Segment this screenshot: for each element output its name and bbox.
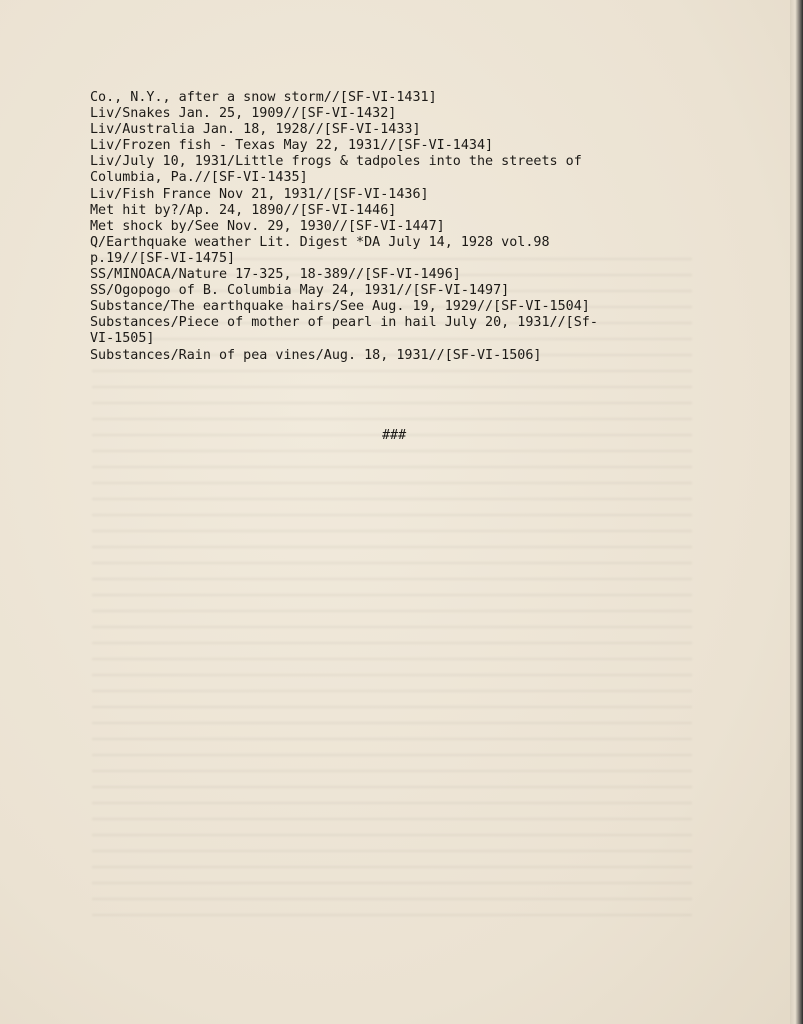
entry-line: Liv/July 10, 1931/Little frogs & tadpoles into the streets of Columbia, Pa.//[SF-VI-1435] [90, 154, 582, 186]
entry-line: Liv/Australia Jan. 18, 1928//[SF-VI-1433] [90, 122, 421, 138]
entry-line: Substances/Rain of pea vines/Aug. 18, 1931//[SF-VI-1506] [90, 347, 542, 363]
entry-line: Co., N.Y., after a snow storm//[SF-VI-1431] [90, 90, 437, 105]
page-edge-shadow [790, 0, 803, 1024]
entry-line: SS/MINOACA/Nature 17-325, 18-389//[SF-VI-1496] [90, 267, 461, 283]
entry-line: Liv/Snakes Jan. 25, 1909//[SF-VI-1432] [90, 106, 397, 122]
entry-line: SS/Ogopogo of B. Columbia May 24, 1931//[SF-VI-1497] [90, 283, 510, 299]
entry-line: Met hit by?/Ap. 24, 1890//[SF-VI-1446] [90, 202, 397, 218]
entry-line: Q/Earthquake weather Lit. Digest *DA July 14, 1928 vol.98 p.19//[SF-VI-1475] [90, 234, 550, 266]
entry-line: Liv/Frozen fish - Texas May 22, 1931//[SF-VI-1434] [90, 138, 494, 154]
entry-list [90, 90, 730, 364]
entry-line: Met shock by/See Nov. 29, 1930//[SF-VI-1447] [90, 218, 445, 234]
entry-line: Liv/Fish France Nov 21, 1931//[SF-VI-1436] [90, 186, 429, 202]
entry-line: Substance/The earthquake hairs/See Aug. 19, 1929//[SF-VI-1504] [90, 299, 590, 315]
end-marker: ### [382, 428, 407, 443]
entry-line: Substances/Piece of mother of pearl in hail July 20, 1931//[Sf- VI-1505] [90, 315, 598, 347]
